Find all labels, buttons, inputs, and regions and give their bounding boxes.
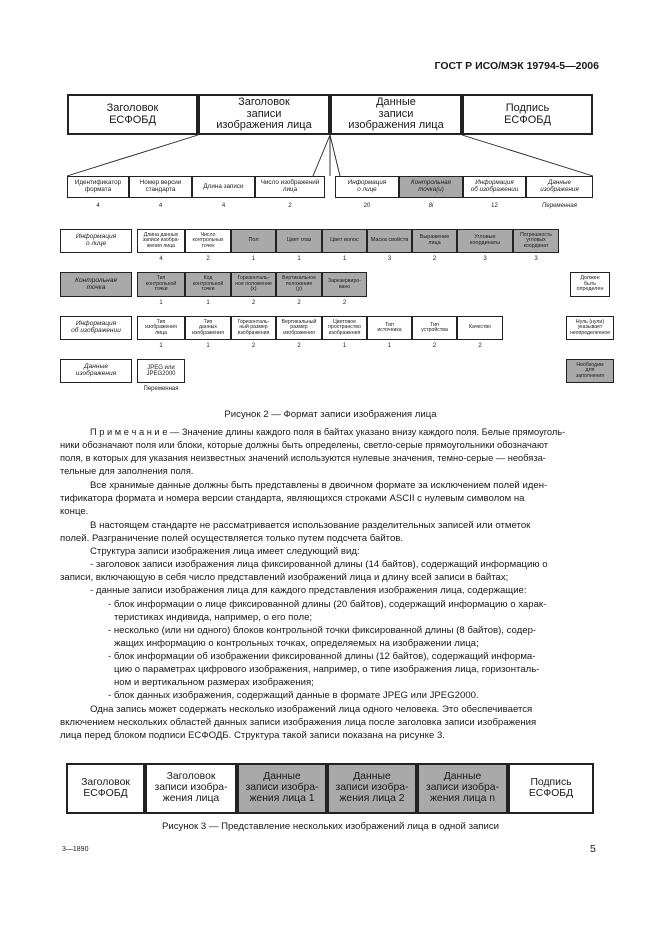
bullet-line: - данные записи изображения лица для каждого представления изображения лица, содержащие: — [90, 585, 527, 596]
row1-label: Информация о лице — [60, 229, 132, 253]
bullet-line: цию о параметрах цифрового изображения, например, о типе изображения лица, горизонталь- — [114, 664, 540, 675]
row1-field: Маска свойств — [367, 229, 412, 253]
note-line: поля, в которых для указания неизвестных значений используются нулевые значения, темно-серые — необяза- — [60, 453, 546, 463]
size-label: 2 — [251, 343, 256, 349]
row4-note: Необходим для заполнения — [566, 359, 614, 383]
standard-header: ГОСТ Р ИСО/МЭК 19794-5—2006 — [434, 60, 599, 72]
row2-field: Код контрольной точки — [185, 272, 231, 297]
row1-field: Цвет волос — [322, 229, 367, 253]
row1-field: Выражение лица — [412, 229, 457, 253]
size-label: 20 — [363, 203, 371, 209]
bullet-line: записи, включающую в себя число представлений изображений лица и длину всей записи в байтах; — [60, 572, 509, 583]
row3-field: Вертикальный размер изображения — [276, 316, 322, 340]
size-label: Переменная — [542, 203, 577, 209]
print-code: 3—1890 — [62, 846, 89, 853]
bullet-line: - блок данных изображения, содержащий данные в формате JPEG или JPEG2000. — [108, 690, 479, 701]
size-label: 3 — [483, 256, 487, 262]
row3-field: Тип изображения лица — [137, 316, 185, 340]
bullet-line: жащих информацию о контрольных точках, определяемых на изображении лица; — [114, 638, 479, 649]
row1-field: Длина данных записи изобра- жения лица — [137, 229, 185, 253]
row3-field: Горизонталь- ный размер изображения — [231, 316, 276, 340]
bullet-line: - несколько (или ни одного) блоков контрольной точки фиксированной длины (8 байтов), содер- — [108, 625, 537, 636]
note-line: ники обозначают поля или блоки, которые должны быть определены, светло-серые прямоугольники обозначают — [60, 440, 549, 450]
size-label: 2 — [478, 343, 482, 349]
size-label: 3 — [387, 256, 392, 262]
top-face-record-header: Заголовок записи изображения лица — [198, 94, 330, 135]
row2-label: Контрольная точка — [60, 272, 132, 297]
size-label: 1 — [159, 300, 163, 306]
row2-field: Тип контрольной точки — [137, 272, 185, 297]
row4-field: JPEG или JPEG2000 — [137, 359, 185, 383]
field-image-info: Информация об изображении — [463, 176, 526, 198]
figure-2-caption: Рисунок 2 — Формат записи изображения лица — [224, 409, 437, 420]
size-label: 2 — [297, 343, 301, 349]
field-format-id: Идентификатор формата — [67, 176, 129, 198]
row3-note: Нуль (нули) указывает неопределенное — [566, 316, 614, 340]
size-label: 1 — [206, 343, 210, 349]
field-record-length: Длина записи — [192, 176, 255, 198]
fig3-esfobd-header: Заголовок ЕСФОБД — [66, 763, 145, 814]
row2-note: Должен быть определен — [570, 272, 610, 297]
paragraph-line: полей. Разграничение полей осуществляется только путем подсчета байтов. — [60, 533, 404, 544]
size-label: Переменная — [143, 386, 179, 392]
paragraph-line: В настоящем стандарте не рассматривается использование разделительных записей или отметок — [90, 520, 531, 531]
row3-field: Тип источника — [367, 316, 412, 340]
paragraph-line: Все хранимые данные должны быть представлены в двоичном формате за исключением полей иден- — [90, 480, 548, 491]
row1-field: Число контрольных точек — [185, 229, 231, 253]
size-label: 1 — [342, 343, 347, 349]
row2-field: Вертикальное положение (y) — [276, 272, 322, 297]
size-label: 4 — [159, 256, 163, 262]
row1-field: Цвет глаз — [276, 229, 322, 253]
size-label: 12 — [491, 203, 498, 209]
row3-field: Цветовое пространство изображения — [322, 316, 367, 340]
field-face-count: Число изображений лица — [255, 176, 325, 198]
size-label: 2 — [342, 300, 347, 306]
row1-field: Угловые координаты — [457, 229, 513, 253]
top-face-record-data: Данные записи изображения лица — [330, 94, 462, 135]
size-label: 2 — [251, 300, 256, 306]
connector-lines — [0, 0, 661, 180]
top-esfobd-header: Заголовок ЕСФОБД — [67, 94, 198, 135]
row2-field: Горизонталь- ное положение (x) — [231, 272, 276, 297]
page-number: 5 — [590, 843, 596, 855]
row1-field: Погрешность угловых координат — [513, 229, 559, 253]
bullet-line: теристиках индивида, например, о его поле; — [114, 612, 313, 623]
bullet-line: - блок информации о лице фиксированной длины (20 байтов), содержащий информацию о харак- — [108, 599, 547, 610]
size-label: 1 — [251, 256, 256, 262]
fig3-face-data-n: Данные записи изобра- жения лица n — [417, 763, 508, 814]
bullet-line: - заголовок записи изображения лица фиксированной длины (14 байтов), содержащий информацию о — [90, 559, 548, 570]
paragraph-line: Структура записи изображения лица имеет следующий вид: — [90, 546, 360, 557]
size-label: 4 — [158, 203, 163, 209]
note-line: П р и м е ч а н и е — Значение длины каждого поля в байтах указано внизу каждого поля. Белые прямоуголь- — [90, 427, 566, 437]
fig3-face-record-header: Заголовок записи изобра- жения лица — [145, 763, 237, 814]
size-label: 1 — [387, 343, 392, 349]
paragraph-line: Одна запись может содержать несколько изображений лица одного человека. Это обеспечивается — [90, 704, 533, 715]
size-label: 2 — [297, 300, 301, 306]
fig3-face-data-2: Данные записи изобра- жения лица 2 — [327, 763, 417, 814]
size-label: 3 — [534, 256, 538, 262]
field-version: Номер версии стандарта — [129, 176, 192, 198]
size-label: 4 — [96, 203, 100, 209]
size-label: 2 — [432, 256, 437, 262]
row2-field: Зарезервиро- вано — [322, 272, 367, 297]
row1-field: Пол — [231, 229, 276, 253]
size-label: 4 — [221, 203, 226, 209]
size-label: 1 — [342, 256, 347, 262]
figure-3-caption: Рисунок 3 — Представление нескольких изображений лица в одной записи — [161, 821, 500, 832]
paragraph-line: конце. — [60, 506, 89, 517]
row3-label: Информация об изображении — [60, 316, 132, 340]
row4-label: Данные изображения — [60, 359, 132, 383]
size-label: 2 — [206, 256, 210, 262]
size-label: 1 — [297, 256, 301, 262]
size-label: 2 — [432, 343, 437, 349]
row3-field: Качество — [457, 316, 503, 340]
top-esfobd-signature: Подпись ЕСФОБД — [462, 94, 593, 135]
paragraph-line: включением нескольких областей данных записи изображения лица после заголовка записи изображения — [60, 717, 537, 728]
row3-field: Тип устройства — [412, 316, 457, 340]
row3-field: Тип данных изображения — [185, 316, 231, 340]
size-label: 2 — [288, 203, 292, 209]
size-label: 1 — [206, 300, 210, 306]
note-line: тельные для заполнения поля. — [60, 466, 194, 476]
size-label: 1 — [159, 343, 163, 349]
paragraph-line: тификатора формата и номера версии стандарта, являющихся строками ASCII с нулевым символом на — [60, 493, 525, 504]
size-label: 8i — [428, 203, 434, 209]
field-control-points: Контрольная точка(и) — [399, 176, 463, 198]
fig3-face-data-1: Данные записи изобра- жения лица 1 — [237, 763, 327, 814]
paragraph-line: лица перед блоком подписи ЕСФОДБ. Структура такой записи показана на рисунке 3. — [60, 730, 445, 741]
bullet-line: ном и вертикальном размерах изображения; — [114, 677, 314, 688]
field-image-data: Данные изображения — [526, 176, 593, 198]
bullet-line: - блок информации об изображении фиксированной длины (12 байтов), содержащий информа- — [108, 651, 536, 662]
field-face-info: Информация о лице — [335, 176, 399, 198]
fig3-esfobd-signature: Подпись ЕСФОБД — [508, 763, 594, 814]
